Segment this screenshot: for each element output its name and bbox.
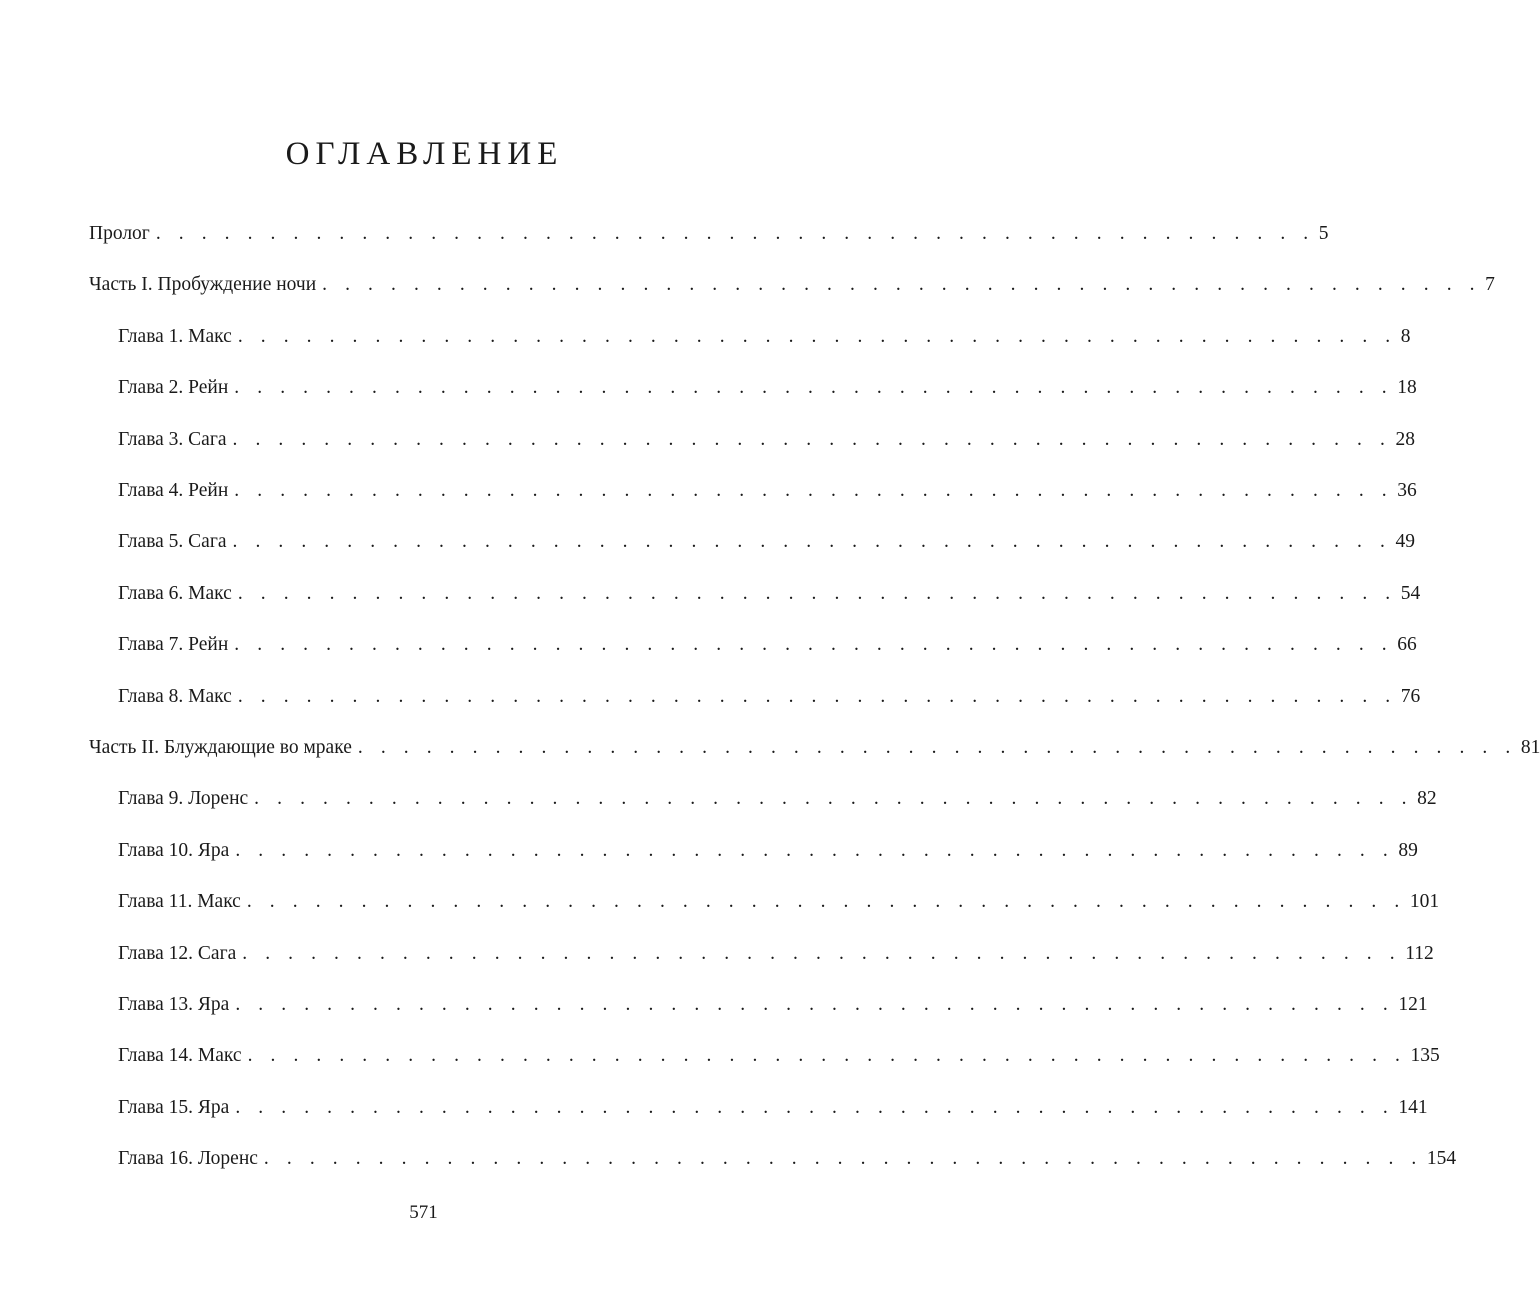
toc-entry-page: 135 — [1410, 1045, 1440, 1066]
dot-leader: . . . . . . . . . . . . . . . . . . . . . . . . . . . . . . . . . . . . . . . . . . . . . . . . . . . — [232, 429, 1392, 450]
toc-entry-page: 154 — [1426, 1148, 1457, 1169]
toc-chapter-entry — [118, 477, 1417, 505]
toc-entry-label: Глава 10. Яра — [118, 840, 230, 861]
toc-chapter-entry — [118, 991, 1428, 1019]
toc-entry-page: 7 — [1485, 274, 1495, 295]
dot-leader: . . . . . . . . . . . . . . . . . . . . . . . . . . . . . . . . . . . . . . . . . . . . . . . . . . . — [237, 583, 1397, 604]
dot-leader: . . . . . . . . . . . . . . . . . . . . . . . . . . . . . . . . . . . . . . . . . . . . . . . . . . . — [322, 274, 1482, 295]
toc-entry-page: 66 — [1397, 634, 1417, 655]
toc-entry-label: Глава 2. Рейн — [118, 377, 229, 398]
dot-leader: . . . . . . . . . . . . . . . . . . . . . . . . . . . . . . . . . . . . . . . . . . . . . . . . . . . — [234, 377, 1394, 398]
toc-entry-page: 89 — [1398, 840, 1418, 861]
dot-leader: . . . . . . . . . . . . . . . . . . . . . . . . . . . . . . . . . . . . . . . . . . . . . . . . . . . — [263, 1148, 1423, 1169]
toc-entry-label: Пролог — [89, 223, 150, 244]
dot-leader: . . . . . . . . . . . . . . . . . . . . . . . . . . . . . . . . . . . . . . . . . . . . . . . . . . . — [234, 634, 1394, 655]
toc-entry-label: Глава 3. Сага — [118, 429, 227, 450]
toc-entry-page: 8 — [1400, 326, 1411, 347]
toc-chapter-entry — [118, 631, 1417, 659]
toc-chapter-entry — [118, 580, 1421, 608]
dot-leader: . . . . . . . . . . . . . . . . . . . . . . . . . . . . . . . . . . . . . . . . . . . . . . . . . . . — [235, 1097, 1395, 1118]
dot-leader: . . . . . . . . . . . . . . . . . . . . . . . . . . . . . . . . . . . . . . . . . . . . . . . . . . . — [234, 480, 1394, 501]
toc-chapter-entry — [118, 323, 1411, 351]
toc-chapter-entry — [118, 940, 1434, 968]
toc-entry-page: 76 — [1400, 686, 1421, 707]
toc-entry-label: Глава 14. Макс — [118, 1045, 242, 1066]
toc-chapter-entry — [118, 426, 1415, 454]
toc-entry-page: 141 — [1398, 1097, 1428, 1118]
toc-chapter-entry — [118, 888, 1440, 916]
toc-chapter-entry — [118, 528, 1415, 556]
dot-leader: . . . . . . . . . . . . . . . . . . . . . . . . . . . . . . . . . . . . . . . . . . . . . . . . . . . — [237, 686, 1397, 707]
toc-chapter-entry — [118, 1094, 1428, 1122]
toc-entry-page: 5 — [1318, 223, 1329, 244]
toc-chapter-entry — [118, 1042, 1440, 1070]
toc-part-entry — [89, 220, 1329, 248]
toc-chapter-entry — [118, 683, 1421, 711]
toc-entry-page: 18 — [1397, 377, 1417, 398]
toc-entry-label: Глава 12. Сага — [118, 943, 237, 964]
dot-leader: . . . . . . . . . . . . . . . . . . . . . . . . . . . . . . . . . . . . . . . . . . . . . . . . . . . — [247, 1045, 1407, 1066]
toc-entry-label: Часть I. Пробуждение ночи — [89, 274, 317, 295]
toc-entry-label: Глава 11. Макс — [118, 891, 241, 912]
toc-entry-page: 28 — [1395, 429, 1415, 450]
dot-leader: . . . . . . . . . . . . . . . . . . . . . . . . . . . . . . . . . . . . . . . . . . . . . . . . . . . — [235, 840, 1395, 861]
dot-leader: . . . . . . . . . . . . . . . . . . . . . . . . . . . . . . . . . . . . . . . . . . . . . . . . . . . — [246, 891, 1406, 912]
toc-chapter-entry — [118, 1145, 1457, 1173]
toc-entry-page: 82 — [1417, 788, 1437, 809]
toc-entry-label: Глава 9. Лоренс — [118, 788, 249, 809]
toc-entry-label: Глава 13. Яра — [118, 994, 230, 1015]
toc-chapter-entry — [118, 374, 1417, 402]
dot-leader: . . . . . . . . . . . . . . . . . . . . . . . . . . . . . . . . . . . . . . . . . . . . . . . . . . . — [155, 223, 1315, 244]
dot-leader: . . . . . . . . . . . . . . . . . . . . . . . . . . . . . . . . . . . . . . . . . . . . . . . . . . . — [235, 994, 1395, 1015]
toc-part-entry — [89, 734, 1540, 762]
toc-entry-label: Глава 8. Макс — [118, 686, 232, 707]
toc-entry-label: Глава 4. Рейн — [118, 480, 229, 501]
toc-entry-page: 49 — [1395, 531, 1415, 552]
toc-entry-label: Глава 6. Макс — [118, 583, 232, 604]
toc-entry-page: 101 — [1409, 891, 1440, 912]
toc-entry-label: Часть II. Блуждающие во мраке — [89, 737, 352, 758]
dot-leader: . . . . . . . . . . . . . . . . . . . . . . . . . . . . . . . . . . . . . . . . . . . . . . . . . . . — [254, 788, 1414, 809]
toc-chapter-entry — [118, 837, 1418, 865]
dot-leader: . . . . . . . . . . . . . . . . . . . . . . . . . . . . . . . . . . . . . . . . . . . . . . . . . . . — [242, 943, 1402, 964]
toc-entry-page: 81 — [1520, 737, 1540, 758]
toc-entry-label: Глава 7. Рейн — [118, 634, 229, 655]
toc-entry-page: 121 — [1398, 994, 1428, 1015]
dot-leader: . . . . . . . . . . . . . . . . . . . . . . . . . . . . . . . . . . . . . . . . . . . . . . . . . . . — [237, 326, 1397, 347]
toc-chapter-entry — [118, 785, 1437, 813]
toc-entry-page: 36 — [1397, 480, 1417, 501]
toc-part-entry — [89, 271, 1495, 299]
page-number: 571 — [409, 1202, 438, 1223]
toc-entry-label: Глава 16. Лоренс — [118, 1148, 258, 1169]
dot-leader: . . . . . . . . . . . . . . . . . . . . . . . . . . . . . . . . . . . . . . . . . . . . . . . . . . . — [357, 737, 1517, 758]
toc-entry-label: Глава 5. Сага — [118, 531, 227, 552]
toc-entry-page: 54 — [1400, 583, 1421, 604]
dot-leader: . . . . . . . . . . . . . . . . . . . . . . . . . . . . . . . . . . . . . . . . . . . . . . . . . . . — [232, 531, 1392, 552]
toc-entry-label: Глава 1. Макс — [118, 326, 232, 347]
toc-entry-page: 112 — [1405, 943, 1434, 964]
toc-entry-label: Глава 15. Яра — [118, 1097, 230, 1118]
page-title: ОГЛАВЛЕНИЕ — [285, 136, 564, 172]
